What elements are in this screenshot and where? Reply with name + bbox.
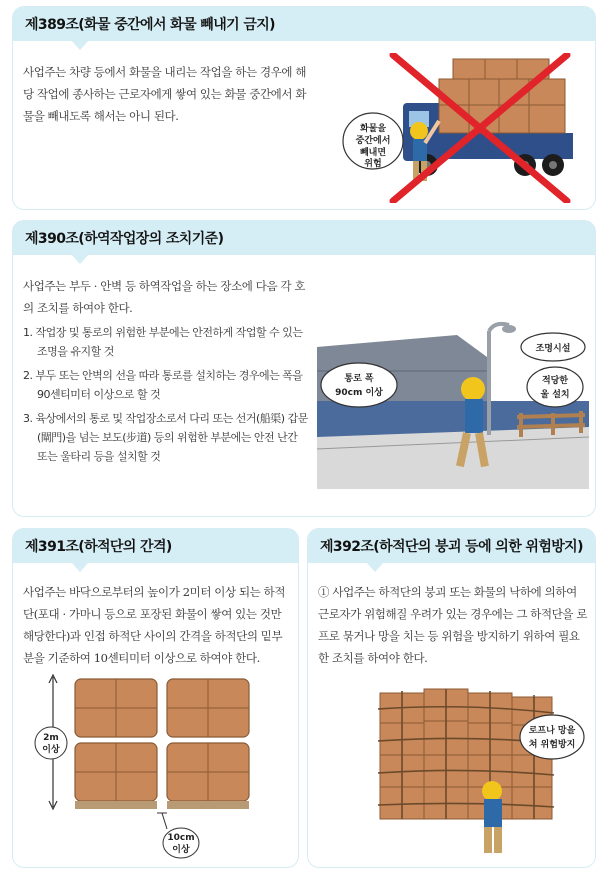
article-391-header <box>13 529 298 563</box>
svg-text:조명시설: 조명시설 <box>535 344 571 354</box>
truck-unloading-illustration <box>335 53 585 203</box>
article-390-items <box>23 323 308 471</box>
article-390-card <box>12 220 596 517</box>
svg-text:적당한: 적당한 <box>541 376 569 386</box>
article-392-card <box>307 528 596 868</box>
article-392-body: ① 사업주는 하적단의 붕괴 또는 화물의 낙하에 의하여 근로자가 위험해질 우려가 있는 경우에는 그 하적단을 로프로 묶거나 망을 치는 등 위험을 방지하기 위하여 필요한 조치를 하여야 한다. <box>318 585 588 665</box>
svg-text:통로 폭: 통로 폭 <box>344 374 374 384</box>
article-389-body: 사업주는 차량 등에서 화물을 내리는 작업을 하는 경우에 해당 작업에 종사하는 근로자에게 쌓여 있는 화물 중간에서 화물을 빼내도록 해서는 아니 된다. <box>23 65 307 123</box>
article-389-title: 제389조(화물 중간에서 화물 빼내기 금지) <box>25 17 275 33</box>
svg-text:화물을: 화물을 <box>359 124 387 134</box>
svg-text:쳐 위험방지: 쳐 위험방지 <box>528 740 576 750</box>
article-392-title: 제392조(하적단의 붕괴 등에 의한 위험방지) <box>320 539 583 555</box>
article-389-card <box>12 6 596 210</box>
article-390-header <box>13 221 595 255</box>
svg-text:이상: 이상 <box>42 745 60 755</box>
list-item: 3. 육상에서의 통로 및 작업장소로서 다리 또는 선거(船渠) 갑문(閘門)을 넘는 보도(步道) 등의 위험한 부분에는 안전 난간 또는 울타리 등을 설치할 것 <box>23 412 308 463</box>
article-390-title: 제390조(하역작업장의 조치기준) <box>25 231 224 247</box>
article-390-body: 사업주는 부두 · 안벽 등 하역작업을 하는 장소에 다음 각 호의 조치를 하여야 한다. <box>23 279 306 315</box>
svg-text:2m: 2m <box>43 733 59 743</box>
article-392-header <box>308 529 595 563</box>
list-item: 1. 작업장 및 통로의 위험한 부분에는 안전하게 작업할 수 있는 조명을 유지할 것 <box>23 326 303 358</box>
svg-text:중간에서: 중간에서 <box>355 136 391 146</box>
svg-text:이상: 이상 <box>172 845 190 855</box>
article-389-header <box>13 7 595 41</box>
svg-text:위험: 위험 <box>364 159 382 169</box>
stacked-cargo-gap-illustration <box>31 673 281 863</box>
svg-text:로프나 망을: 로프나 망을 <box>528 726 576 736</box>
article-391-title: 제391조(하적단의 간격) <box>25 539 172 555</box>
list-item: 2. 부두 또는 안벽의 선을 따라 통로를 설치하는 경우에는 폭을 90센티미터 이상으로 할 것 <box>23 369 303 401</box>
svg-text:울 설치: 울 설치 <box>540 390 570 400</box>
svg-text:빼내면: 빼내면 <box>359 148 387 158</box>
article-391-body: 사업주는 바닥으로부터의 높이가 2미터 이상 되는 하적단(포대 · 가마니 등으로 포장된 화물이 쌓여 있는 것만 해당한다)과 인접 하적단 사이의 간격을 하적단의 밑부분을 기준하여 10센티미터 이상으로 하여야 한다. <box>23 585 286 665</box>
article-391-card <box>12 528 299 868</box>
svg-text:90cm 이상: 90cm 이상 <box>335 388 383 398</box>
roped-cargo-illustration <box>376 679 586 859</box>
svg-text:10cm: 10cm <box>167 833 195 843</box>
dock-walkway-illustration <box>317 317 589 489</box>
